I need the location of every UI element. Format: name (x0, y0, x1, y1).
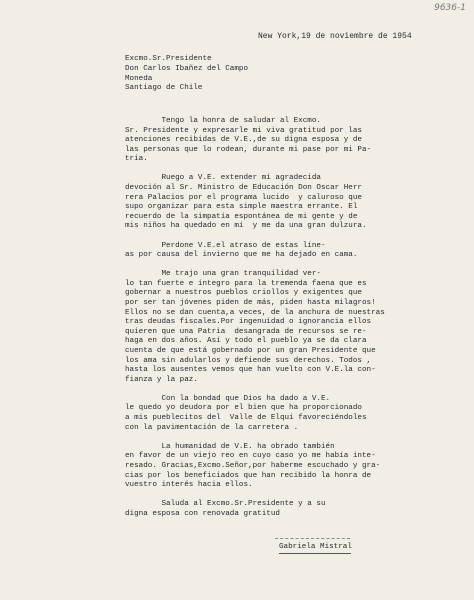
letter-line: por ser tan jóvenes piden de más, piden hasta milagros! (125, 299, 376, 307)
letter-line: en favor de un viejo reo en cuyo caso yo me había inte- (125, 452, 376, 461)
letter-line: cias por los beneficiados que han recibido la honra de (125, 471, 372, 480)
letter-line: lo tan fuerte e íntegro para la tremenda faena que es (125, 279, 367, 288)
letter-line: Ruego a V.E. extender mi agradecida (125, 174, 321, 183)
letter-line: vuestro interés hacia ellos. (125, 481, 253, 490)
address-line: Moneda (125, 74, 153, 83)
letter-line: recuerdo de la simpatía espontánea de mi gente y de (125, 212, 358, 221)
letter-line: gobernar a nuestros pueblos criollos y exigentes que (125, 289, 362, 298)
letter-paragraph (125, 443, 440, 491)
typed-signature: Gabriela Mistral (279, 543, 352, 551)
letter-line: le quedo yo deudora por el bien que ha proporcionado (125, 404, 362, 413)
signature-underline (279, 553, 351, 554)
letter-line: tria. (125, 155, 148, 164)
letter-body (125, 117, 440, 529)
letter-line: devoción al Sr. Ministro de Educación Don Oscar Herr (125, 184, 362, 193)
letter-paragraph (125, 174, 440, 232)
letter-line: supo organizar para esta simple maestra errante. El (125, 203, 358, 212)
recipient-address (125, 55, 248, 94)
letter-paragraph (125, 117, 440, 165)
letter-line: tras deudas fiscales.Por ingenuidad o ignorancia ellos (125, 318, 372, 327)
address-line: Santiago de Chile (125, 84, 203, 93)
letter-line: con la pavimentación de la carretera . (125, 423, 299, 432)
letter-line: atenciones recibidas de V.E.,de su digna esposa y de (125, 136, 362, 145)
letter-line: quieren que una Patria desangrada de recursos se re- (125, 327, 367, 336)
letter-line: Con la bondad que Dios ha dado a V.E. (125, 394, 331, 403)
signature-space-rule (275, 538, 350, 539)
letter-paragraph (125, 500, 440, 519)
letter-line: Tengo la honra de saludar al Excmo. (125, 117, 321, 125)
letter-line: as por causa del invierno que me ha dejado en cama. (125, 251, 358, 260)
address-line: Don Carlos Ibañez del Campo (125, 64, 249, 73)
letter-line: las personas que lo rodean, durante mi pase por mi Pa- (125, 145, 372, 154)
archive-reference-number: 9636-1 (434, 3, 466, 13)
letter-line: mis niños ha quedado en mí y me da una gran dulzura. (125, 222, 367, 231)
letter-line: resado. Gracias,Excmo.Señor,por haberme escuchado y gra- (125, 461, 381, 470)
letter-line: Me trajo una gran tranquilidad ver- (125, 270, 321, 279)
letter-line: los ama sin adularlos y defiende sus derechos. Todos , (125, 356, 372, 365)
letter-line: digna esposa con renovada gratitud (125, 509, 280, 518)
letter-paragraph (125, 242, 440, 261)
letter-line: hasta los ausentes vemos que han vuelto con V.E.la con- (125, 366, 376, 375)
letter-line: rera Palacios por el programa lucido y caluroso que (125, 193, 362, 202)
letter-line: Sr. Presidente y expresarle mi viva gratitud por las (125, 126, 362, 135)
letter-line: cuenta de que está gobernado por un gran Presidente que (125, 346, 376, 355)
letter-line: Saluda al Excmo.Sr.Presidente y a su (125, 500, 326, 509)
letter-line: haga en dos años. Así y todo el pueblo ya se da clara (125, 337, 367, 346)
address-line: Excmo.Sr.Presidente (125, 55, 212, 63)
letter-line: La humanidad de V.E. ha obrado también (125, 442, 335, 451)
letter-paragraph (125, 395, 440, 433)
letter-paragraph (125, 270, 440, 385)
letter-line: a mis pueblecitos del Valle de Elqui favoreciéndoles (125, 414, 367, 423)
letter-line: Ellos no se dan cuenta,a veces, de la anchura de nuestras (125, 308, 385, 317)
letter-date: New York,19 de noviembre de 1954 (258, 32, 412, 41)
letter-line: fianza y la paz. (125, 375, 198, 384)
letter-line: Perdone V.E.el atraso de estas líne- (125, 241, 326, 250)
